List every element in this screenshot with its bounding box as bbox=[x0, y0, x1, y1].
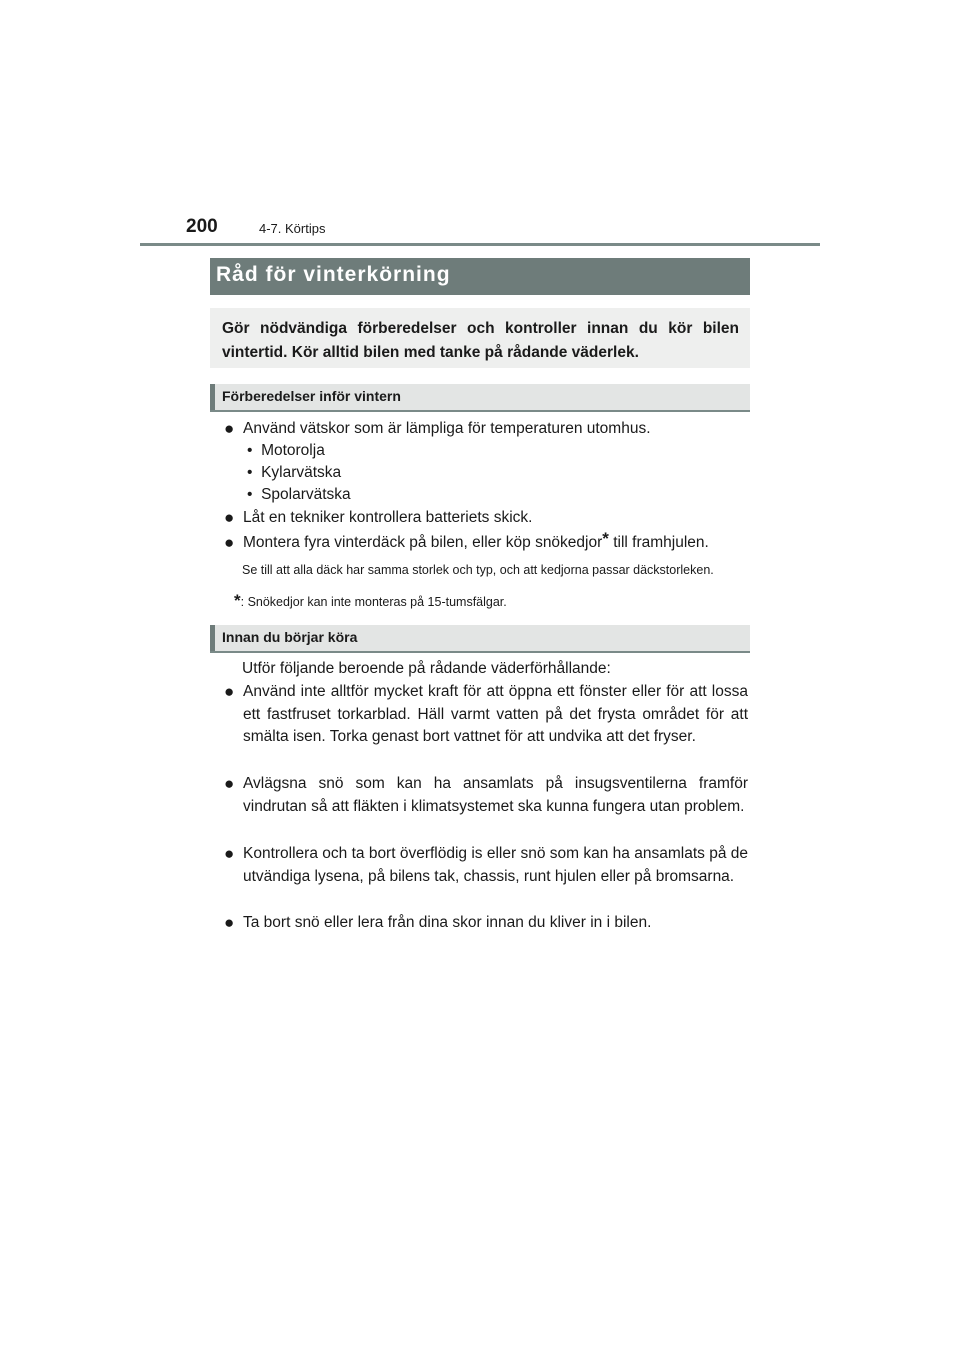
page-title: Råd för vinterkörning bbox=[210, 258, 750, 295]
footnote-marker: * bbox=[234, 591, 241, 610]
footnote-text: : Snökedjor kan inte monteras på 15-tumsfälgar. bbox=[240, 595, 507, 609]
bullet-text: Använd vätskor som är lämpliga för temperaturen utomhus. bbox=[243, 420, 651, 437]
bullet-icon: ● bbox=[224, 508, 235, 527]
page-number: 200 bbox=[186, 216, 218, 237]
fluid-item bbox=[247, 484, 351, 506]
header-rule bbox=[140, 243, 820, 246]
subheading-preparations: Förberedelser inför vintern bbox=[210, 384, 750, 412]
fluid-label: Spolarvätska bbox=[261, 486, 351, 503]
asterisk-marker: * bbox=[602, 529, 609, 548]
bullet-icon: ● bbox=[224, 533, 235, 552]
bullet-text: Ta bort snö eller lera från dina skor innan du kliver in i bilen. bbox=[243, 914, 652, 931]
tires-text-end: till framhjulen. bbox=[608, 534, 709, 551]
bullet-text: Använd inte alltför mycket kraft för att öppna ett fönster eller för att lossa ett fastfruset torkarblad. Häll varmt vatten på det frysta området för att smälta isen. Torka genast bort vattnet för att undvika att det fryser. bbox=[243, 683, 748, 745]
section-label: 4-7. Körtips bbox=[259, 221, 326, 236]
bullet-icon: ● bbox=[224, 682, 235, 701]
sub-bullet-icon: • bbox=[247, 464, 253, 481]
fluid-label: Kylarvätska bbox=[261, 464, 342, 481]
intro-box: Gör nödvändiga förberedelser och kontroller innan du kör bilen vintertid. Kör alltid bilen med tanke på rådande väderlek. bbox=[210, 308, 750, 368]
fluid-item bbox=[247, 462, 341, 484]
subheading-before-driving: Innan du börjar köra bbox=[210, 625, 750, 653]
tire-note: Se till att alla däck har samma storlek och typ, och att kedjorna passar däckstorleken. bbox=[242, 563, 714, 577]
sub-bullet-icon: • bbox=[247, 486, 253, 503]
bullet-text: Avlägsna snö som kan ha ansamlats på insugsventilerna framför vindrutan så att fläkten i klimatsystemet ska kunna fungera utan problem. bbox=[243, 775, 748, 815]
fluid-label: Motorolja bbox=[261, 442, 325, 459]
sub-bullet-icon: • bbox=[247, 442, 253, 459]
fluid-item bbox=[247, 440, 325, 462]
tires-text-start: Montera fyra vinterdäck på bilen, eller köp snökedjor bbox=[243, 534, 603, 551]
bullet-text: Kontrollera och ta bort överflödig is eller snö som kan ha ansamlats på de utvändiga lysena, på bilens tak, chassis, runt hjulen eller på bromsarna. bbox=[243, 845, 748, 885]
bullet-icon: ● bbox=[224, 774, 235, 793]
bullet-icon: ● bbox=[224, 844, 235, 863]
bullet-icon: ● bbox=[224, 419, 235, 438]
bullet-icon: ● bbox=[224, 913, 235, 932]
before-driving-lead: Utför följande beroende på rådande väderförhållande: bbox=[242, 660, 611, 677]
bullet-text: Låt en tekniker kontrollera batteriets skick. bbox=[243, 509, 533, 526]
footnote bbox=[234, 591, 507, 610]
bullet-text bbox=[243, 529, 748, 555]
